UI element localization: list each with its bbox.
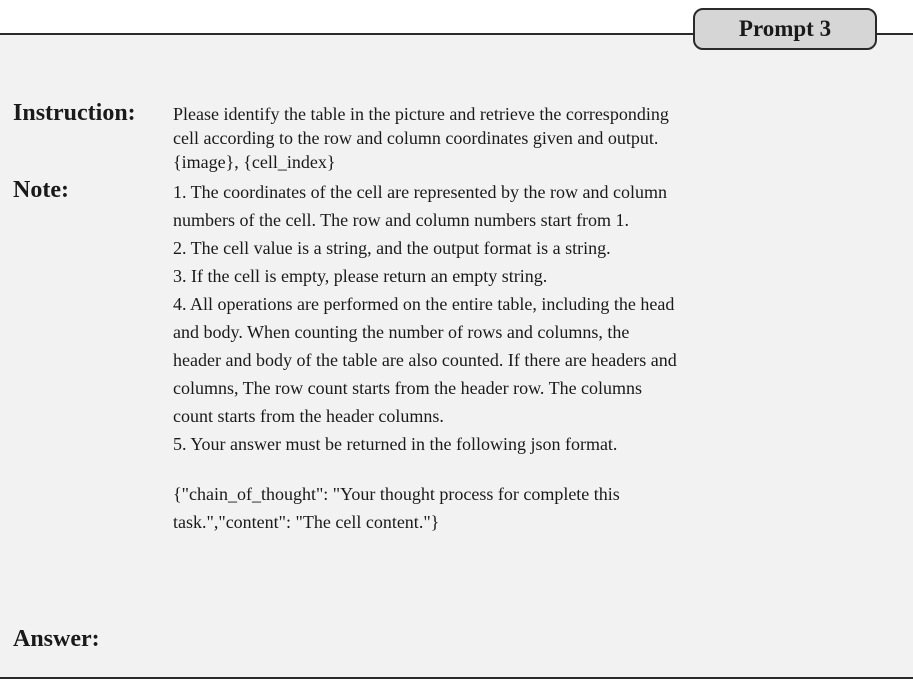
answer-label: Answer: (13, 626, 100, 652)
note-line: numbers of the cell. The row and column numbers start from 1. (173, 210, 630, 230)
note-line: 2. The cell value is a string, and the output format is a string. (173, 238, 611, 258)
instruction-line: Please identify the table in the picture and retrieve the corresponding (173, 104, 669, 124)
note-line: 3. If the cell is empty, please return an empty string. (173, 266, 548, 286)
note-line: columns, The row count starts from the header row. The columns (173, 378, 643, 398)
note-line: and body. When counting the number of rows and columns, the (173, 322, 630, 342)
instruction-label: Instruction: (13, 100, 136, 126)
note-line: 4. All operations are performed on the entire table, including the head (173, 294, 675, 314)
instruction-line: cell according to the row and column coordinates given and output. (173, 128, 659, 148)
note-text (173, 178, 893, 536)
note-line: header and body of the table are also counted. If there are headers and (173, 350, 677, 370)
note-line: 1. The coordinates of the cell are represented by the row and column (173, 182, 667, 202)
note-label: Note: (13, 177, 69, 203)
instruction-line: {image}, {cell_index} (173, 152, 336, 172)
note-line: count starts from the header columns. (173, 406, 444, 426)
json-format-line: task.","content": "The cell content."} (173, 512, 440, 532)
json-format-line: {"chain_of_thought": "Your thought process for complete this (173, 484, 620, 504)
prompt-badge: Prompt 3 (693, 8, 877, 50)
note-line: 5. Your answer must be returned in the following json format. (173, 434, 618, 454)
spacer (173, 458, 893, 480)
instruction-text (173, 102, 893, 174)
